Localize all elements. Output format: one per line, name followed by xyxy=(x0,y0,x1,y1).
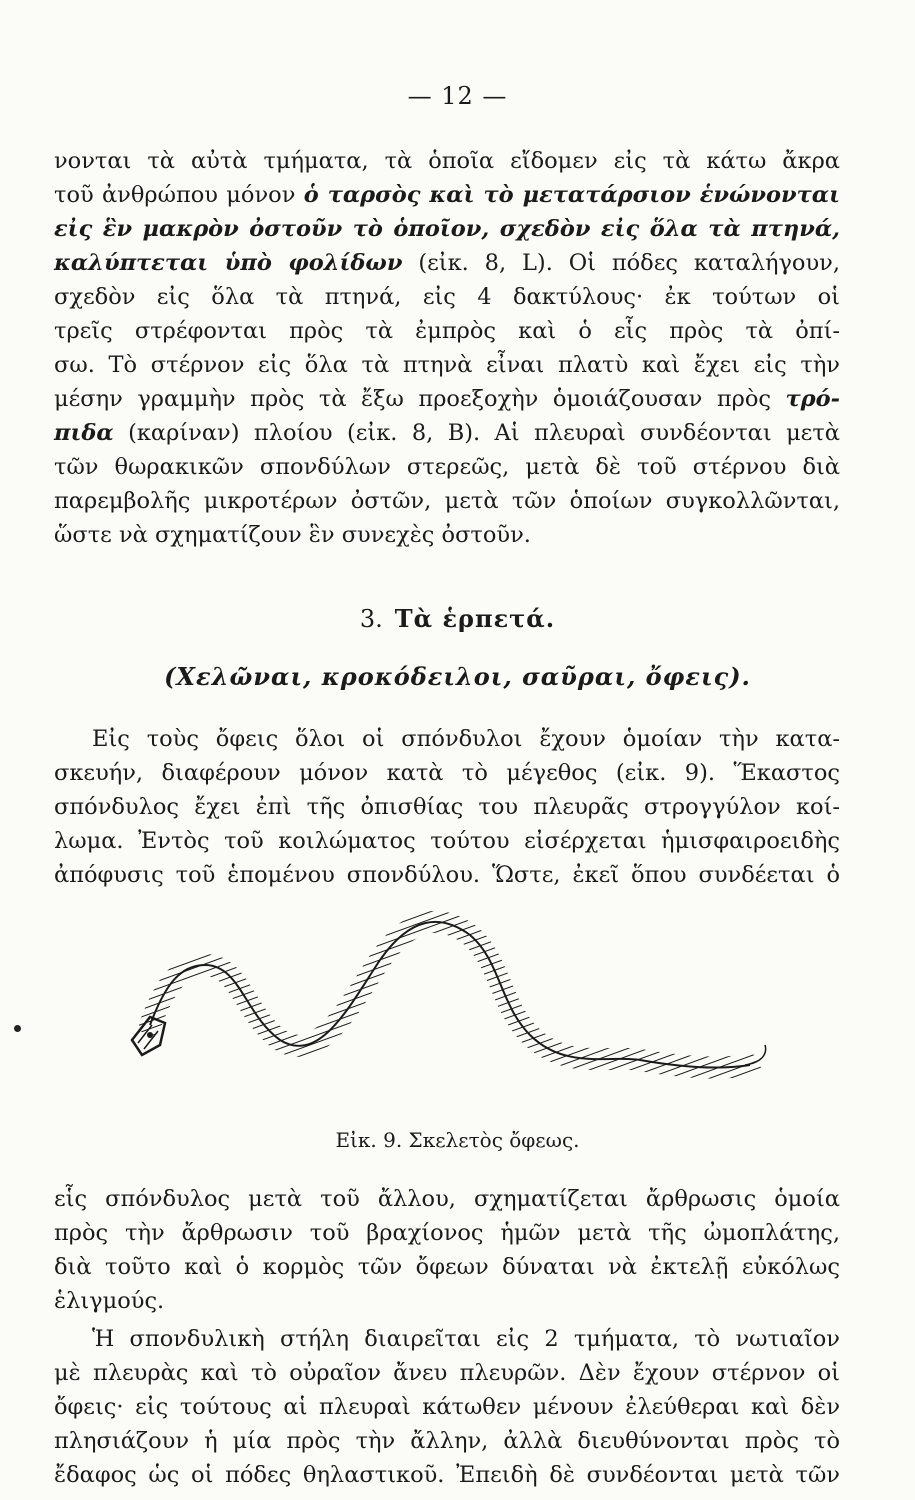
text-line: διὰ τοῦτο καὶ ὁ κορμὸς τῶν ὄφεων δύναται νὰ ἐκτελῇ εὐκόλως xyxy=(54,1254,840,1280)
text-line: εἷς σπόνδυλος μετὰ τοῦ ἄλλου, σχηματίζεται ἄρθρωσις ὁμοία xyxy=(54,1186,840,1212)
text-line: ὥστε νὰ σχηματίζουν ἓν συνεχὲς ὀστοῦν. xyxy=(54,522,531,548)
text-line xyxy=(54,178,840,212)
text-line: σχεδὸν εἰς ὅλα τὰ πτηνά, εἰς 4 δακτύλους· ἐκ τούτων οἱ xyxy=(54,284,840,310)
text-line: ἀπόφυσις τοῦ ἑπομένου σπονδύλου. Ὥστε, ἐκεῖ ὅπου συνδέεται ὁ xyxy=(54,862,840,888)
text-span: τοῦ ἀνθρώπου μόνον xyxy=(54,182,304,208)
text-line xyxy=(54,382,840,416)
section-title: Τὰ ἑρπετά. xyxy=(394,604,556,633)
text-line: Ἡ σπονδυλικὴ στήλη διαιρεῖται εἰς 2 τμήματα, τὸ νωτιαῖον xyxy=(92,1326,840,1352)
snake-skeleton-illustration xyxy=(120,905,780,1110)
text-span: (καρίναν) πλοίου (εἰκ. 8, Β). Αἱ πλευραὶ συνδέονται μετὰ xyxy=(113,420,840,446)
text-line xyxy=(54,246,840,280)
text-line: ἑλιγμούς. xyxy=(54,1288,165,1314)
text-line: παρεμβολῆς μικροτέρων ὀστῶν, μετὰ τῶν ὁποίων συγκολλῶνται, xyxy=(54,488,840,514)
section-subtitle: (Χελῶναι, κροκόδειλοι, σαῦραι, ὄφεις). xyxy=(164,662,751,691)
text-line: τῶν θωρακικῶν σπονδύλων στερεῶς, μετὰ δὲ τοῦ στέρνου διὰ xyxy=(54,454,840,480)
text-line xyxy=(54,416,840,450)
text-line: λωμα. Ἐντὸς τοῦ κοιλώματος τούτου εἰσέρχεται ἡμισφαιροειδὴς xyxy=(54,828,840,854)
text-line: ἔδαφος ὡς οἱ πόδες θηλαστικοῦ. Ἐπειδὴ δὲ συνδέονται μετὰ τῶν xyxy=(54,1462,840,1488)
text-line: πρὸς τὴν ἄρθρωσιν τοῦ βραχίονος ἡμῶν μετὰ τῆς ὠμοπλάτης, xyxy=(54,1220,840,1246)
speck xyxy=(14,1025,21,1032)
text-line: τρεῖς στρέφονται πρὸς τὰ ἐμπρὸς καὶ ὁ εἷς πρὸς τὰ ὀπί- xyxy=(54,318,840,344)
text-span: (εἰκ. 8, L). Οἱ πόδες καταλήγουν, xyxy=(402,250,840,276)
emphasis-span: εἰς ἓν μακρὸν ὀστοῦν τὸ ὁποῖον, σχεδὸν εἰς ὅλα τὰ πτηνά, xyxy=(54,216,840,242)
text-span: μέσην γραμμὴν πρὸς τὰ ἔξω προεξοχὴν ὁμοιάζουσαν πρὸς xyxy=(54,386,786,412)
text-line: πλησιάζουν ἡ μία πρὸς τὴν ἄλλην, ἀλλὰ διευθύνονται πρὸς τὸ xyxy=(54,1428,840,1454)
emphasis-span: τρό- xyxy=(785,386,840,412)
emphasis-span: ὁ ταρσὸς καὶ τὸ μετατάρσιον ἑνώνονται xyxy=(303,182,840,208)
text-line: σω. Τὸ στέρνον εἰς ὅλα τὰ πτηνὰ εἶναι πλατὺ καὶ ἔχει εἰς τὴν xyxy=(54,352,840,378)
page-number: — 12 — xyxy=(407,82,508,110)
text-line xyxy=(54,212,840,246)
section-heading xyxy=(0,604,915,633)
text-line: σπόνδυλος ἔχει ἐπὶ τῆς ὀπισθίας του πλευρᾶς στρογγύλον κοί- xyxy=(54,794,840,820)
section-number: 3. xyxy=(359,605,383,633)
text-line: σκευήν, διαφέρουν μόνον κατὰ τὸ μέγεθος (εἰκ. 9). Ἕκαστος xyxy=(54,760,840,786)
emphasis-span: πιδα xyxy=(54,420,114,446)
snake-body xyxy=(150,922,750,1068)
figure-caption: Εἰκ. 9. Σκελετὸς ὄφεως. xyxy=(335,1128,580,1152)
emphasis-span: καλύπτεται ὑπὸ φολίδων xyxy=(54,250,403,276)
text-line: Εἰς τοὺς ὄφεις ὅλοι οἱ σπόνδυλοι ἔχουν ὁμοίαν τὴν κατα- xyxy=(92,726,840,752)
text-line: ὄφεις· εἰς τούτους αἱ πλευραὶ κάτωθεν μένουν ἐλεύθεραι καὶ δὲν xyxy=(54,1394,840,1420)
text-line: νονται τὰ αὐτὰ τμήματα, τὰ ὁποῖα εἴδομεν εἰς τὰ κάτω ἄκρα xyxy=(54,148,840,174)
text-line: μὲ πλευρὰς καὶ τὸ οὐραῖον ἄνευ πλευρῶν. Δὲν ἔχουν στέρνον οἱ xyxy=(54,1360,840,1386)
